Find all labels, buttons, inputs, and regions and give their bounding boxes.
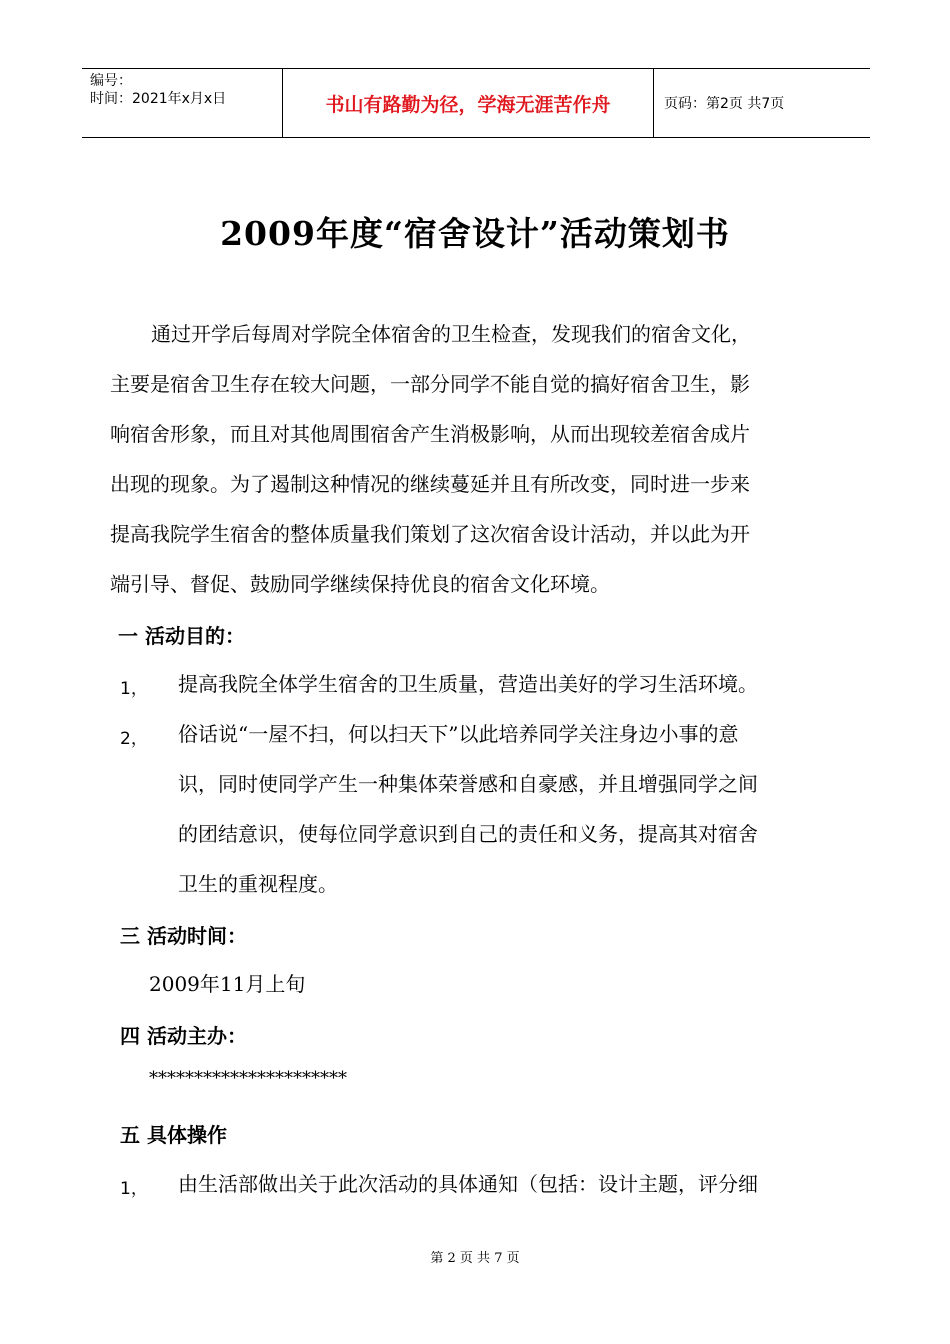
time-label: 时间：2021年x月x日: [90, 91, 227, 107]
intro-line: 通过开学后每周对学院全体宿舍的卫生检查，发现我们的宿舍文化，: [151, 322, 751, 346]
organizer-placeholder: **********************: [149, 1068, 347, 1089]
number-label: 编号：: [90, 73, 132, 89]
list-number: 1，: [120, 679, 148, 699]
section-heading-operation: 五 具体操作: [120, 1123, 227, 1147]
list-item-line: 卫生的重视程度。: [178, 872, 338, 896]
document-title: 2009年度“宿舍设计”活动策划书: [220, 214, 730, 253]
intro-line: 提高我院学生宿舍的整体质量我们策划了这次宿舍设计活动，并以此为开: [110, 522, 750, 546]
header-meta: [82, 69, 282, 137]
header-motto: 书山有路勤为径，学海无涯苦作舟: [282, 69, 654, 137]
page-footer: 第 2 页 共 7 页: [430, 1251, 520, 1266]
list-number: 1，: [120, 1179, 148, 1199]
intro-line: 响宿舍形象，而且对其他周围宿舍产生消极影响，从而出现较差宿舍成片: [110, 422, 750, 446]
activity-time: 2009年11月上旬: [149, 972, 306, 996]
intro-line: 出现的现象。为了遏制这种情况的继续蔓延并且有所改变，同时进一步来: [110, 472, 750, 496]
list-item-line: 提高我院全体学生宿舍的卫生质量，营造出美好的学习生活环境。: [178, 672, 758, 696]
list-item-line: 的团结意识，使每位同学意识到自己的责任和义务，提高其对宿舍: [178, 822, 758, 846]
intro-line: 主要是宿舍卫生存在较大问题，一部分同学不能自觉的搞好宿舍卫生，影: [110, 372, 750, 396]
section-heading-time: 三 活动时间：: [120, 924, 247, 948]
header-page-info: 页码：第2页 共7页: [664, 96, 785, 112]
list-item-line: 俗话说“一屋不扫，何以扫天下”以此培养同学关注身边小事的意: [178, 722, 739, 746]
list-item-line: 识，同时使同学产生一种集体荣誉感和自豪感，并且增强同学之间: [178, 772, 758, 796]
section-heading-purpose: 一 活动目的：: [118, 624, 245, 648]
list-number: 2，: [120, 729, 148, 749]
section-heading-organizer: 四 活动主办：: [120, 1024, 247, 1048]
intro-line: 端引导、督促、鼓励同学继续保持优良的宿舍文化环境。: [110, 572, 610, 596]
header-table: [82, 68, 870, 138]
list-item-line: 由生活部做出关于此次活动的具体通知（包括：设计主题，评分细: [178, 1172, 758, 1196]
